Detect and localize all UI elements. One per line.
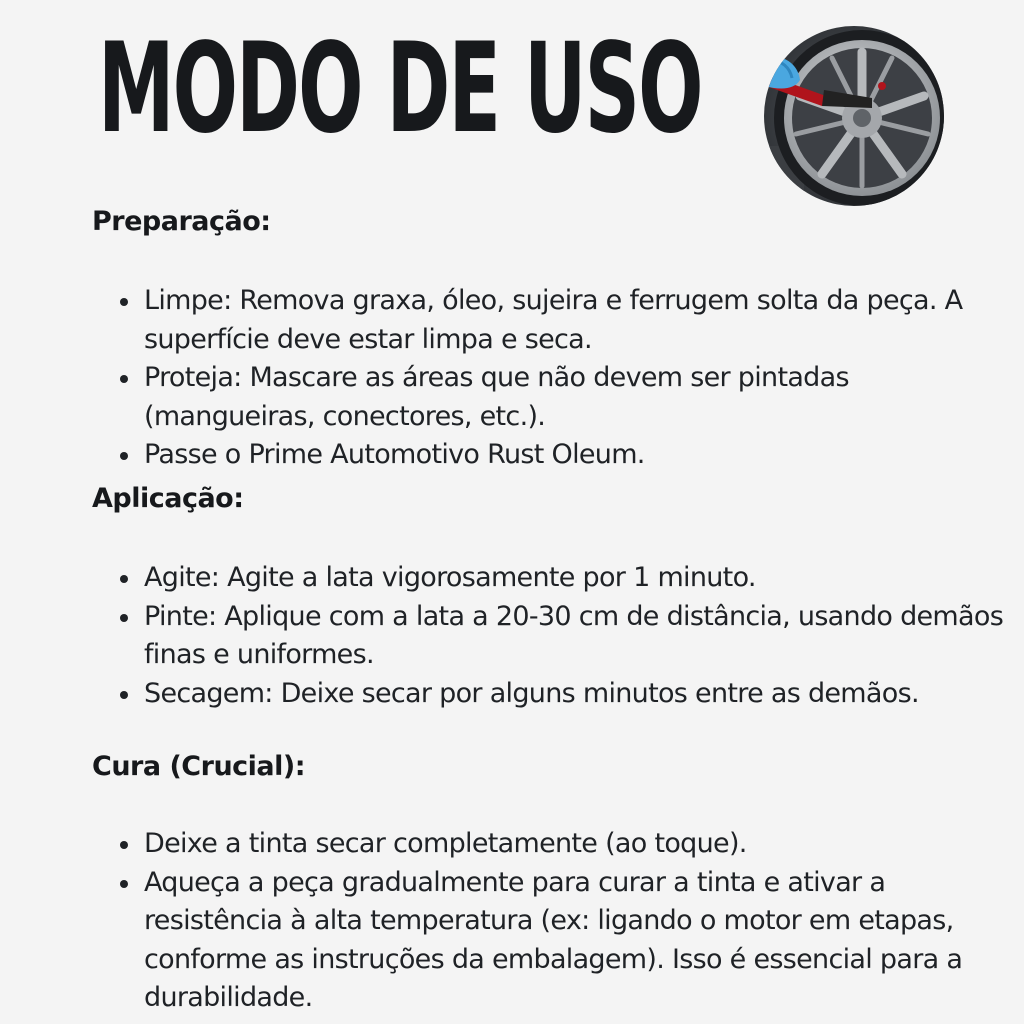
list-item: Pinte: Aplique com a lata a 20-30 cm de distância, usando demãos finas e uniformes. (92, 598, 1017, 675)
section-heading-cura: Cura (Crucial): (92, 751, 306, 782)
page-title: MODO DE USO (98, 17, 702, 161)
list-item: Agite: Agite a lata vigorosamente por 1 minuto. (92, 559, 1017, 598)
list-item: Secagem: Deixe secar por alguns minutos entre as demãos. (92, 675, 1017, 714)
wheel-cleaning-photo-icon (764, 26, 944, 206)
list-item: Passe o Prime Automotivo Rust Oleum. (92, 436, 1017, 475)
list-item: Aqueça a peça gradualmente para curar a tinta e ativar a resistência à alta temperatura (ex: ligando o motor em etapas, conforme as instruções da embalagem). Isso é essencial para a durabilidade. (92, 864, 1017, 1018)
list-item: Deixe a tinta secar completamente (ao toque). (92, 825, 1017, 864)
section-heading-preparacao: Preparação: (92, 206, 271, 237)
list-item: Limpe: Remova graxa, óleo, sujeira e ferrugem solta da peça. A superfície deve estar limpa e seca. (92, 282, 1017, 359)
cura-list (92, 825, 1017, 1018)
section-heading-aplicacao: Aplicação: (92, 483, 244, 514)
aplicacao-list (92, 559, 1017, 713)
preparacao-list (92, 282, 1017, 475)
list-item: Proteja: Mascare as áreas que não devem ser pintadas (mangueiras, conectores, etc.). (92, 359, 1017, 436)
